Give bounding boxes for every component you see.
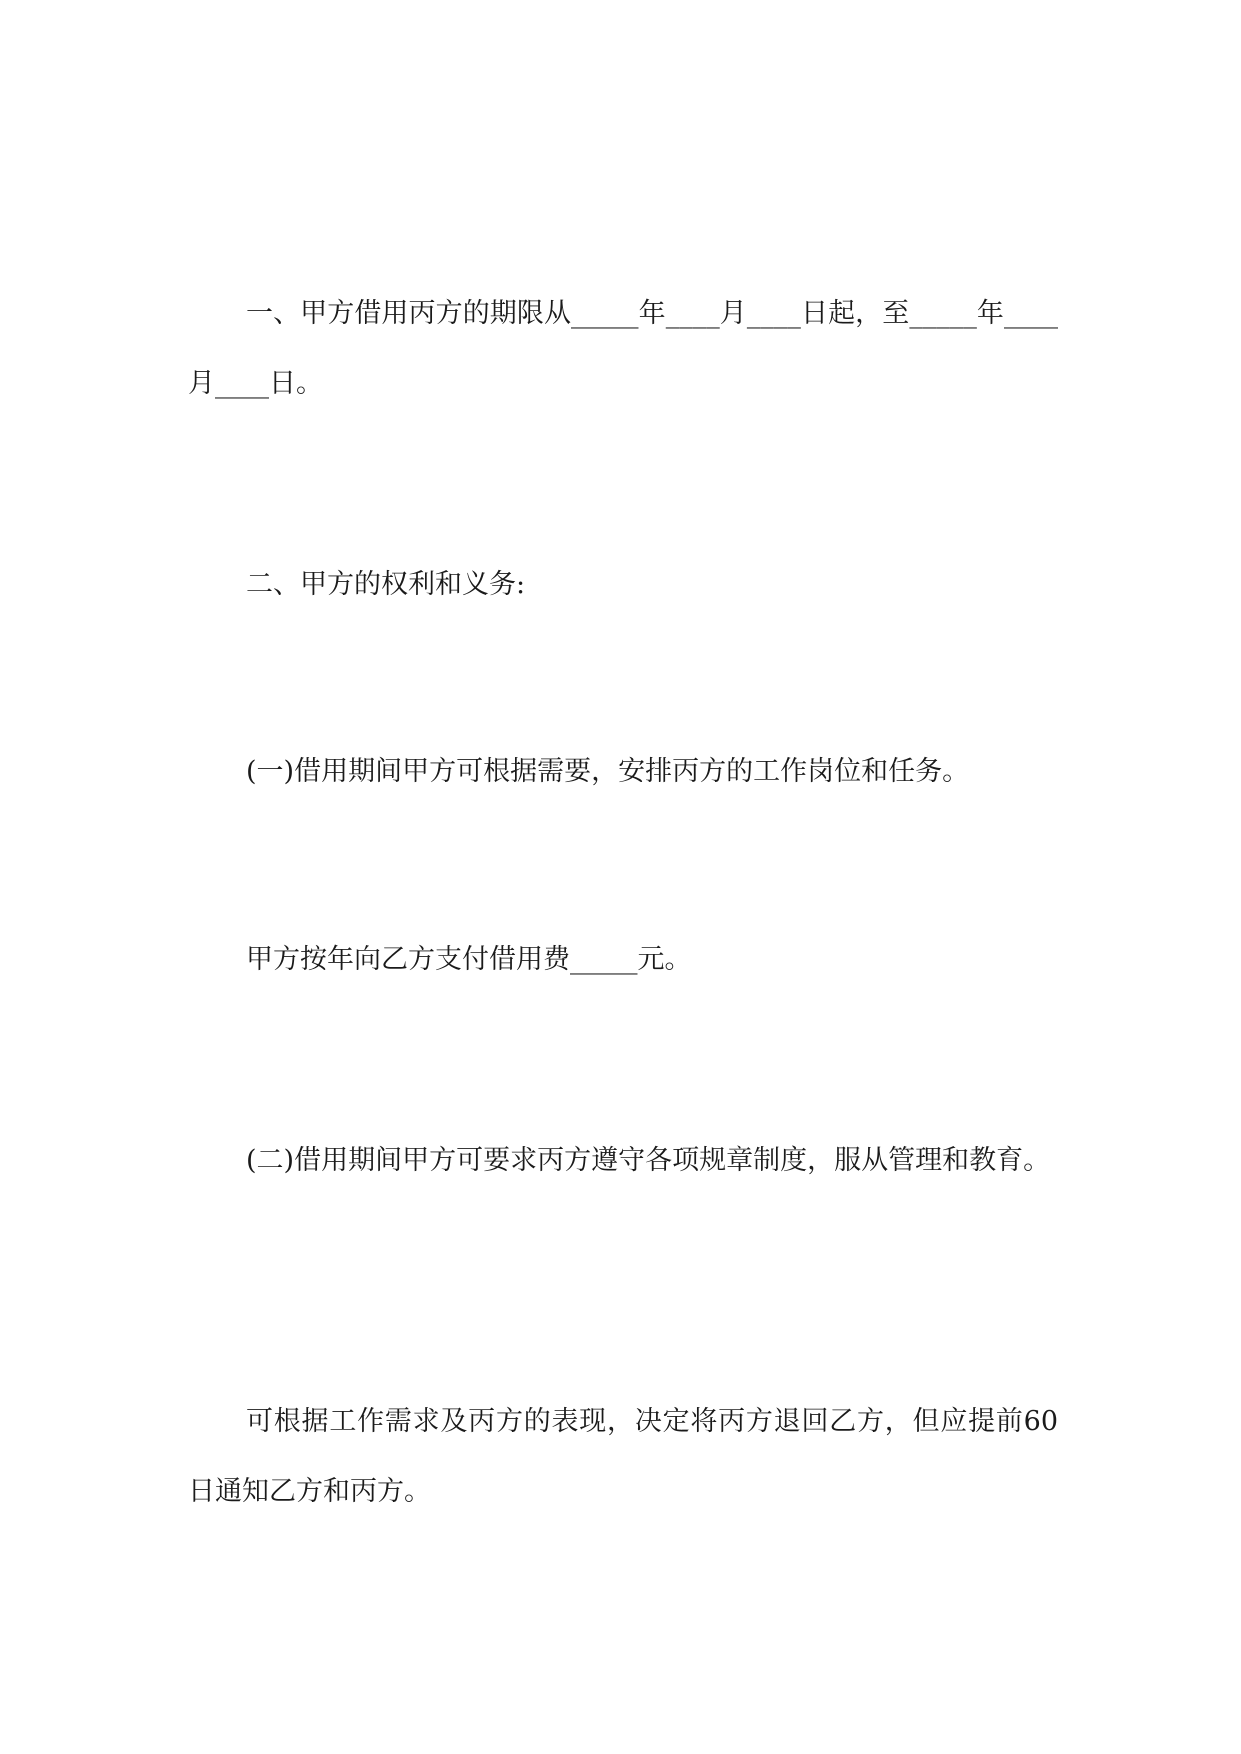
clause-2-item-1: (一)借用期间甲方可根据需要，安排丙方的工作岗位和任务。 (246, 756, 970, 787)
return-notice-paragraph: 可根据工作需求及丙方的表现，决定将丙方退回乙方，但应提前60日通知乙方和丙方。 (188, 1406, 1058, 1507)
borrowing-fee-paragraph: 甲方按年向乙方支付借用费_____元。 (246, 944, 692, 975)
clause-1-borrowing-period: 一、甲方借用丙方的期限从_____年____月____日起，至_____年____月____日。 (188, 298, 1058, 399)
clause-2-item-2: (二)借用期间甲方可要求丙方遵守各项规章制度，服从管理和教育。 (246, 1145, 1051, 1176)
clause-2-heading: 二、甲方的权利和义务: (246, 569, 526, 600)
